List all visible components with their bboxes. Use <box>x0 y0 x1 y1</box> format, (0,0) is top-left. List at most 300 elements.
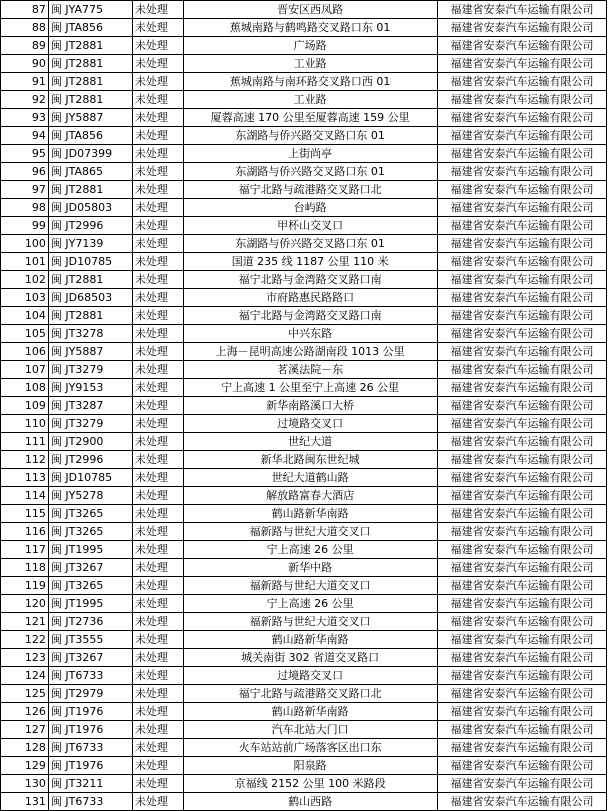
table-row <box>1 163 615 181</box>
cell-blank <box>607 289 615 307</box>
table-row <box>1 307 615 325</box>
table-row <box>1 37 615 55</box>
cell-index: 87 <box>1 1 49 19</box>
cell-location: 厦蓉高速 170 公里至厦蓉高速 159 公里 <box>183 109 437 127</box>
cell-index: 120 <box>1 595 49 613</box>
cell-company: 福建省安泰汽车运输有限公司 <box>437 667 607 685</box>
cell-location: 台屿路 <box>183 199 437 217</box>
cell-index: 111 <box>1 433 49 451</box>
cell-plate: 闽 JYA775 <box>48 1 132 19</box>
table-row <box>1 199 615 217</box>
cell-company: 福建省安泰汽车运输有限公司 <box>437 469 607 487</box>
cell-index: 92 <box>1 91 49 109</box>
cell-status: 未处理 <box>132 451 183 469</box>
cell-index: 105 <box>1 325 49 343</box>
cell-index: 123 <box>1 649 49 667</box>
cell-location: 东湖路与侨兴路交叉路口东 01 <box>183 163 437 181</box>
cell-status: 未处理 <box>132 271 183 289</box>
cell-location: 宁上高速 26 公里 <box>183 541 437 559</box>
cell-status: 未处理 <box>132 631 183 649</box>
cell-status: 未处理 <box>132 775 183 793</box>
cell-index: 115 <box>1 505 49 523</box>
cell-company: 福建省安泰汽车运输有限公司 <box>437 379 607 397</box>
cell-location: 福宁北路与金湾路交叉路口南 <box>183 271 437 289</box>
cell-plate: 闽 JT2881 <box>48 181 132 199</box>
cell-index: 122 <box>1 631 49 649</box>
cell-index: 93 <box>1 109 49 127</box>
cell-status: 未处理 <box>132 235 183 253</box>
cell-location: 上街尚亭 <box>183 145 437 163</box>
cell-index: 129 <box>1 757 49 775</box>
cell-plate: 闽 JT2996 <box>48 217 132 235</box>
cell-plate: 闽 JT6733 <box>48 667 132 685</box>
cell-plate: 闽 JT3267 <box>48 649 132 667</box>
cell-status: 未处理 <box>132 595 183 613</box>
cell-status: 未处理 <box>132 721 183 739</box>
cell-blank <box>607 793 615 811</box>
cell-company: 福建省安泰汽车运输有限公司 <box>437 397 607 415</box>
cell-index: 100 <box>1 235 49 253</box>
table-row <box>1 73 615 91</box>
cell-company: 福建省安泰汽车运输有限公司 <box>437 163 607 181</box>
table-row <box>1 343 615 361</box>
cell-location: 福宁北路与疏港路交叉路口北 <box>183 685 437 703</box>
cell-status: 未处理 <box>132 397 183 415</box>
cell-index: 89 <box>1 37 49 55</box>
table-row <box>1 469 615 487</box>
cell-company: 福建省安泰汽车运输有限公司 <box>437 793 607 811</box>
cell-company: 福建省安泰汽车运输有限公司 <box>437 289 607 307</box>
cell-plate: 闽 JY5887 <box>48 109 132 127</box>
cell-index: 95 <box>1 145 49 163</box>
cell-location: 东湖路与侨兴路交叉路口东 01 <box>183 127 437 145</box>
cell-location: 宁上高速 26 公里 <box>183 595 437 613</box>
table-row <box>1 19 615 37</box>
cell-location: 火车站站前广场落客区出口东 <box>183 739 437 757</box>
cell-status: 未处理 <box>132 433 183 451</box>
cell-blank <box>607 469 615 487</box>
cell-location: 世纪大道鹤山路 <box>183 469 437 487</box>
cell-status: 未处理 <box>132 523 183 541</box>
cell-plate: 闽 JT3555 <box>48 631 132 649</box>
cell-location: 福宁北路与疏港路交叉路口北 <box>183 181 437 199</box>
cell-company: 福建省安泰汽车运输有限公司 <box>437 91 607 109</box>
cell-plate: 闽 JT3265 <box>48 577 132 595</box>
cell-location: 新华南路溪口大桥 <box>183 397 437 415</box>
cell-company: 福建省安泰汽车运输有限公司 <box>437 253 607 271</box>
table-row <box>1 595 615 613</box>
cell-status: 未处理 <box>132 145 183 163</box>
table-row <box>1 577 615 595</box>
cell-plate: 闽 JT1976 <box>48 721 132 739</box>
table-row <box>1 451 615 469</box>
cell-plate: 闽 JY9153 <box>48 379 132 397</box>
table-row <box>1 289 615 307</box>
cell-company: 福建省安泰汽车运输有限公司 <box>437 55 607 73</box>
cell-status: 未处理 <box>132 685 183 703</box>
cell-location: 福新路与世纪大道交叉口 <box>183 613 437 631</box>
cell-company: 福建省安泰汽车运输有限公司 <box>437 451 607 469</box>
cell-blank <box>607 397 615 415</box>
cell-status: 未处理 <box>132 541 183 559</box>
cell-blank <box>607 325 615 343</box>
cell-index: 99 <box>1 217 49 235</box>
cell-location: 阳泉路 <box>183 757 437 775</box>
table-row <box>1 505 615 523</box>
cell-status: 未处理 <box>132 163 183 181</box>
cell-status: 未处理 <box>132 577 183 595</box>
cell-blank <box>607 487 615 505</box>
cell-plate: 闽 JTA856 <box>48 127 132 145</box>
cell-status: 未处理 <box>132 181 183 199</box>
cell-company: 福建省安泰汽车运输有限公司 <box>437 703 607 721</box>
cell-index: 104 <box>1 307 49 325</box>
cell-location: 福新路与世纪大道交叉口 <box>183 577 437 595</box>
cell-company: 福建省安泰汽车运输有限公司 <box>437 307 607 325</box>
cell-blank <box>607 757 615 775</box>
cell-plate: 闽 JT6733 <box>48 739 132 757</box>
cell-blank <box>607 631 615 649</box>
cell-location: 上海－昆明高速公路湖南段 1013 公里 <box>183 343 437 361</box>
cell-blank <box>607 307 615 325</box>
cell-index: 106 <box>1 343 49 361</box>
table-row <box>1 775 615 793</box>
table-row <box>1 361 615 379</box>
cell-status: 未处理 <box>132 703 183 721</box>
cell-status: 未处理 <box>132 289 183 307</box>
cell-company: 福建省安泰汽车运输有限公司 <box>437 217 607 235</box>
cell-status: 未处理 <box>132 199 183 217</box>
cell-plate: 闽 JT1976 <box>48 757 132 775</box>
cell-plate: 闽 JT3211 <box>48 775 132 793</box>
cell-blank <box>607 721 615 739</box>
cell-status: 未处理 <box>132 19 183 37</box>
table-row <box>1 235 615 253</box>
cell-index: 107 <box>1 361 49 379</box>
cell-location: 鹤山路新华南路 <box>183 703 437 721</box>
cell-location: 京福线 2152 公里 100 米路段 <box>183 775 437 793</box>
cell-company: 福建省安泰汽车运输有限公司 <box>437 721 607 739</box>
table-row <box>1 739 615 757</box>
cell-company: 福建省安泰汽车运输有限公司 <box>437 631 607 649</box>
table-row <box>1 721 615 739</box>
cell-company: 福建省安泰汽车运输有限公司 <box>437 559 607 577</box>
cell-plate: 闽 JD68503 <box>48 289 132 307</box>
cell-plate: 闽 JT3278 <box>48 325 132 343</box>
cell-plate: 闽 JT2881 <box>48 55 132 73</box>
cell-blank <box>607 91 615 109</box>
cell-company: 福建省安泰汽车运输有限公司 <box>437 145 607 163</box>
cell-status: 未处理 <box>132 91 183 109</box>
cell-location: 宁上高速 1 公里至宁上高速 26 公里 <box>183 379 437 397</box>
table-row <box>1 685 615 703</box>
cell-blank <box>607 703 615 721</box>
cell-blank <box>607 667 615 685</box>
cell-location: 国道 235 线 1187 公里 110 米 <box>183 253 437 271</box>
table-row <box>1 649 615 667</box>
cell-blank <box>607 37 615 55</box>
cell-blank <box>607 181 615 199</box>
cell-company: 福建省安泰汽车运输有限公司 <box>437 181 607 199</box>
cell-location: 福新路与世纪大道交叉口 <box>183 523 437 541</box>
cell-status: 未处理 <box>132 793 183 811</box>
cell-location: 中兴东路 <box>183 325 437 343</box>
cell-status: 未处理 <box>132 217 183 235</box>
cell-plate: 闽 JD10785 <box>48 253 132 271</box>
table-row <box>1 145 615 163</box>
cell-blank <box>607 505 615 523</box>
cell-plate: 闽 JTA865 <box>48 163 132 181</box>
cell-company: 福建省安泰汽车运输有限公司 <box>437 361 607 379</box>
cell-plate: 闽 JD07399 <box>48 145 132 163</box>
cell-location: 世纪大道 <box>183 433 437 451</box>
cell-plate: 闽 JT2881 <box>48 37 132 55</box>
cell-index: 113 <box>1 469 49 487</box>
cell-index: 125 <box>1 685 49 703</box>
cell-blank <box>607 379 615 397</box>
cell-status: 未处理 <box>132 739 183 757</box>
cell-company: 福建省安泰汽车运输有限公司 <box>437 775 607 793</box>
table-row <box>1 631 615 649</box>
table-row <box>1 541 615 559</box>
cell-status: 未处理 <box>132 469 183 487</box>
cell-company: 福建省安泰汽车运输有限公司 <box>437 37 607 55</box>
table-row <box>1 325 615 343</box>
cell-status: 未处理 <box>132 109 183 127</box>
cell-location: 新华中路 <box>183 559 437 577</box>
cell-index: 124 <box>1 667 49 685</box>
cell-blank <box>607 127 615 145</box>
cell-index: 118 <box>1 559 49 577</box>
cell-location: 茗溪法院－东 <box>183 361 437 379</box>
table-row <box>1 127 615 145</box>
cell-plate: 闽 JT2881 <box>48 271 132 289</box>
cell-company: 福建省安泰汽车运输有限公司 <box>437 109 607 127</box>
cell-location: 新华北路闽东世纪城 <box>183 451 437 469</box>
table-row <box>1 397 615 415</box>
cell-company: 福建省安泰汽车运输有限公司 <box>437 505 607 523</box>
table-row <box>1 559 615 577</box>
cell-index: 131 <box>1 793 49 811</box>
cell-location: 广场路 <box>183 37 437 55</box>
cell-blank <box>607 217 615 235</box>
cell-plate: 闽 JT3279 <box>48 361 132 379</box>
cell-blank <box>607 613 615 631</box>
table-row <box>1 703 615 721</box>
cell-blank <box>607 433 615 451</box>
cell-plate: 闽 JY7139 <box>48 235 132 253</box>
cell-plate: 闽 JT3265 <box>48 523 132 541</box>
cell-index: 117 <box>1 541 49 559</box>
cell-index: 91 <box>1 73 49 91</box>
cell-index: 96 <box>1 163 49 181</box>
cell-index: 128 <box>1 739 49 757</box>
cell-status: 未处理 <box>132 613 183 631</box>
cell-blank <box>607 73 615 91</box>
cell-status: 未处理 <box>132 37 183 55</box>
table-row <box>1 415 615 433</box>
cell-company: 福建省安泰汽车运输有限公司 <box>437 577 607 595</box>
cell-blank <box>607 775 615 793</box>
cell-location: 工业路 <box>183 91 437 109</box>
cell-plate: 闽 JY5278 <box>48 487 132 505</box>
cell-company: 福建省安泰汽车运输有限公司 <box>437 343 607 361</box>
cell-index: 130 <box>1 775 49 793</box>
cell-location: 蕉城南路与南环路交叉路口西 01 <box>183 73 437 91</box>
cell-company: 福建省安泰汽车运输有限公司 <box>437 739 607 757</box>
cell-plate: 闽 JY5887 <box>48 343 132 361</box>
cell-index: 102 <box>1 271 49 289</box>
cell-plate: 闽 JT2900 <box>48 433 132 451</box>
cell-blank <box>607 271 615 289</box>
cell-location: 福宁北路与金湾路交叉路口南 <box>183 307 437 325</box>
cell-location: 鹤山路新华南路 <box>183 631 437 649</box>
cell-location: 市府路惠民路路口 <box>183 289 437 307</box>
cell-index: 127 <box>1 721 49 739</box>
cell-location: 蕉城南路与鹤鸣路交叉路口东 01 <box>183 19 437 37</box>
cell-location: 工业路 <box>183 55 437 73</box>
cell-status: 未处理 <box>132 55 183 73</box>
cell-blank <box>607 523 615 541</box>
cell-blank <box>607 415 615 433</box>
cell-blank <box>607 595 615 613</box>
table-body <box>1 1 615 811</box>
cell-status: 未处理 <box>132 415 183 433</box>
table-row <box>1 91 615 109</box>
cell-status: 未处理 <box>132 1 183 19</box>
cell-blank <box>607 343 615 361</box>
cell-status: 未处理 <box>132 361 183 379</box>
cell-blank <box>607 559 615 577</box>
cell-company: 福建省安泰汽车运输有限公司 <box>437 199 607 217</box>
cell-company: 福建省安泰汽车运输有限公司 <box>437 325 607 343</box>
cell-blank <box>607 451 615 469</box>
cell-blank <box>607 361 615 379</box>
table-row <box>1 613 615 631</box>
cell-company: 福建省安泰汽车运输有限公司 <box>437 235 607 253</box>
cell-plate: 闽 JT2736 <box>48 613 132 631</box>
cell-status: 未处理 <box>132 667 183 685</box>
cell-index: 103 <box>1 289 49 307</box>
table-row <box>1 55 615 73</box>
cell-company: 福建省安泰汽车运输有限公司 <box>437 1 607 19</box>
cell-blank <box>607 541 615 559</box>
cell-status: 未处理 <box>132 253 183 271</box>
cell-plate: 闽 JT3267 <box>48 559 132 577</box>
cell-blank <box>607 685 615 703</box>
cell-blank <box>607 145 615 163</box>
cell-plate: 闽 JD10785 <box>48 469 132 487</box>
cell-index: 110 <box>1 415 49 433</box>
cell-company: 福建省安泰汽车运输有限公司 <box>437 415 607 433</box>
cell-company: 福建省安泰汽车运输有限公司 <box>437 757 607 775</box>
cell-status: 未处理 <box>132 487 183 505</box>
table-row <box>1 667 615 685</box>
cell-plate: 闽 JT3265 <box>48 505 132 523</box>
cell-location: 鹤山路新华南路 <box>183 505 437 523</box>
cell-index: 119 <box>1 577 49 595</box>
cell-company: 福建省安泰汽车运输有限公司 <box>437 613 607 631</box>
cell-location: 晋安区西凤路 <box>183 1 437 19</box>
cell-index: 88 <box>1 19 49 37</box>
cell-status: 未处理 <box>132 559 183 577</box>
table-row <box>1 757 615 775</box>
cell-plate: 闽 JT6733 <box>48 793 132 811</box>
table-row <box>1 253 615 271</box>
table-row <box>1 487 615 505</box>
cell-company: 福建省安泰汽车运输有限公司 <box>437 271 607 289</box>
cell-company: 福建省安泰汽车运输有限公司 <box>437 595 607 613</box>
cell-location: 城关南街 302 省道交叉路口 <box>183 649 437 667</box>
cell-blank <box>607 109 615 127</box>
table-row <box>1 793 615 811</box>
cell-status: 未处理 <box>132 343 183 361</box>
table-row <box>1 523 615 541</box>
cell-plate: 闽 JT1995 <box>48 595 132 613</box>
cell-location: 鹤山西路 <box>183 793 437 811</box>
cell-blank <box>607 199 615 217</box>
cell-plate: 闽 JT2881 <box>48 73 132 91</box>
cell-index: 116 <box>1 523 49 541</box>
cell-index: 112 <box>1 451 49 469</box>
cell-status: 未处理 <box>132 505 183 523</box>
cell-plate: 闽 JTA856 <box>48 19 132 37</box>
table-row <box>1 379 615 397</box>
cell-company: 福建省安泰汽车运输有限公司 <box>437 73 607 91</box>
cell-index: 98 <box>1 199 49 217</box>
table-row <box>1 181 615 199</box>
cell-plate: 闽 JT2996 <box>48 451 132 469</box>
cell-location: 过境路交叉口 <box>183 415 437 433</box>
cell-plate: 闽 JT3287 <box>48 397 132 415</box>
table-row <box>1 433 615 451</box>
cell-status: 未处理 <box>132 127 183 145</box>
cell-company: 福建省安泰汽车运输有限公司 <box>437 19 607 37</box>
cell-blank <box>607 1 615 19</box>
cell-index: 108 <box>1 379 49 397</box>
cell-plate: 闽 JT1995 <box>48 541 132 559</box>
cell-index: 101 <box>1 253 49 271</box>
cell-index: 90 <box>1 55 49 73</box>
cell-company: 福建省安泰汽车运输有限公司 <box>437 541 607 559</box>
cell-index: 114 <box>1 487 49 505</box>
cell-status: 未处理 <box>132 73 183 91</box>
cell-company: 福建省安泰汽车运输有限公司 <box>437 523 607 541</box>
cell-plate: 闽 JD05803 <box>48 199 132 217</box>
cell-status: 未处理 <box>132 757 183 775</box>
cell-blank <box>607 739 615 757</box>
cell-index: 97 <box>1 181 49 199</box>
table-row <box>1 109 615 127</box>
cell-company: 福建省安泰汽车运输有限公司 <box>437 433 607 451</box>
cell-blank <box>607 55 615 73</box>
cell-blank <box>607 577 615 595</box>
cell-plate: 闽 JT2881 <box>48 91 132 109</box>
cell-index: 121 <box>1 613 49 631</box>
cell-company: 福建省安泰汽车运输有限公司 <box>437 487 607 505</box>
cell-status: 未处理 <box>132 649 183 667</box>
cell-blank <box>607 19 615 37</box>
cell-company: 福建省安泰汽车运输有限公司 <box>437 649 607 667</box>
cell-plate: 闽 JT2881 <box>48 307 132 325</box>
cell-blank <box>607 649 615 667</box>
cell-index: 109 <box>1 397 49 415</box>
cell-location: 解放路富春大酒店 <box>183 487 437 505</box>
cell-blank <box>607 235 615 253</box>
cell-status: 未处理 <box>132 379 183 397</box>
cell-location: 东湖路与侨兴路交叉路口东 01 <box>183 235 437 253</box>
cell-location: 甲杯山交叉口 <box>183 217 437 235</box>
